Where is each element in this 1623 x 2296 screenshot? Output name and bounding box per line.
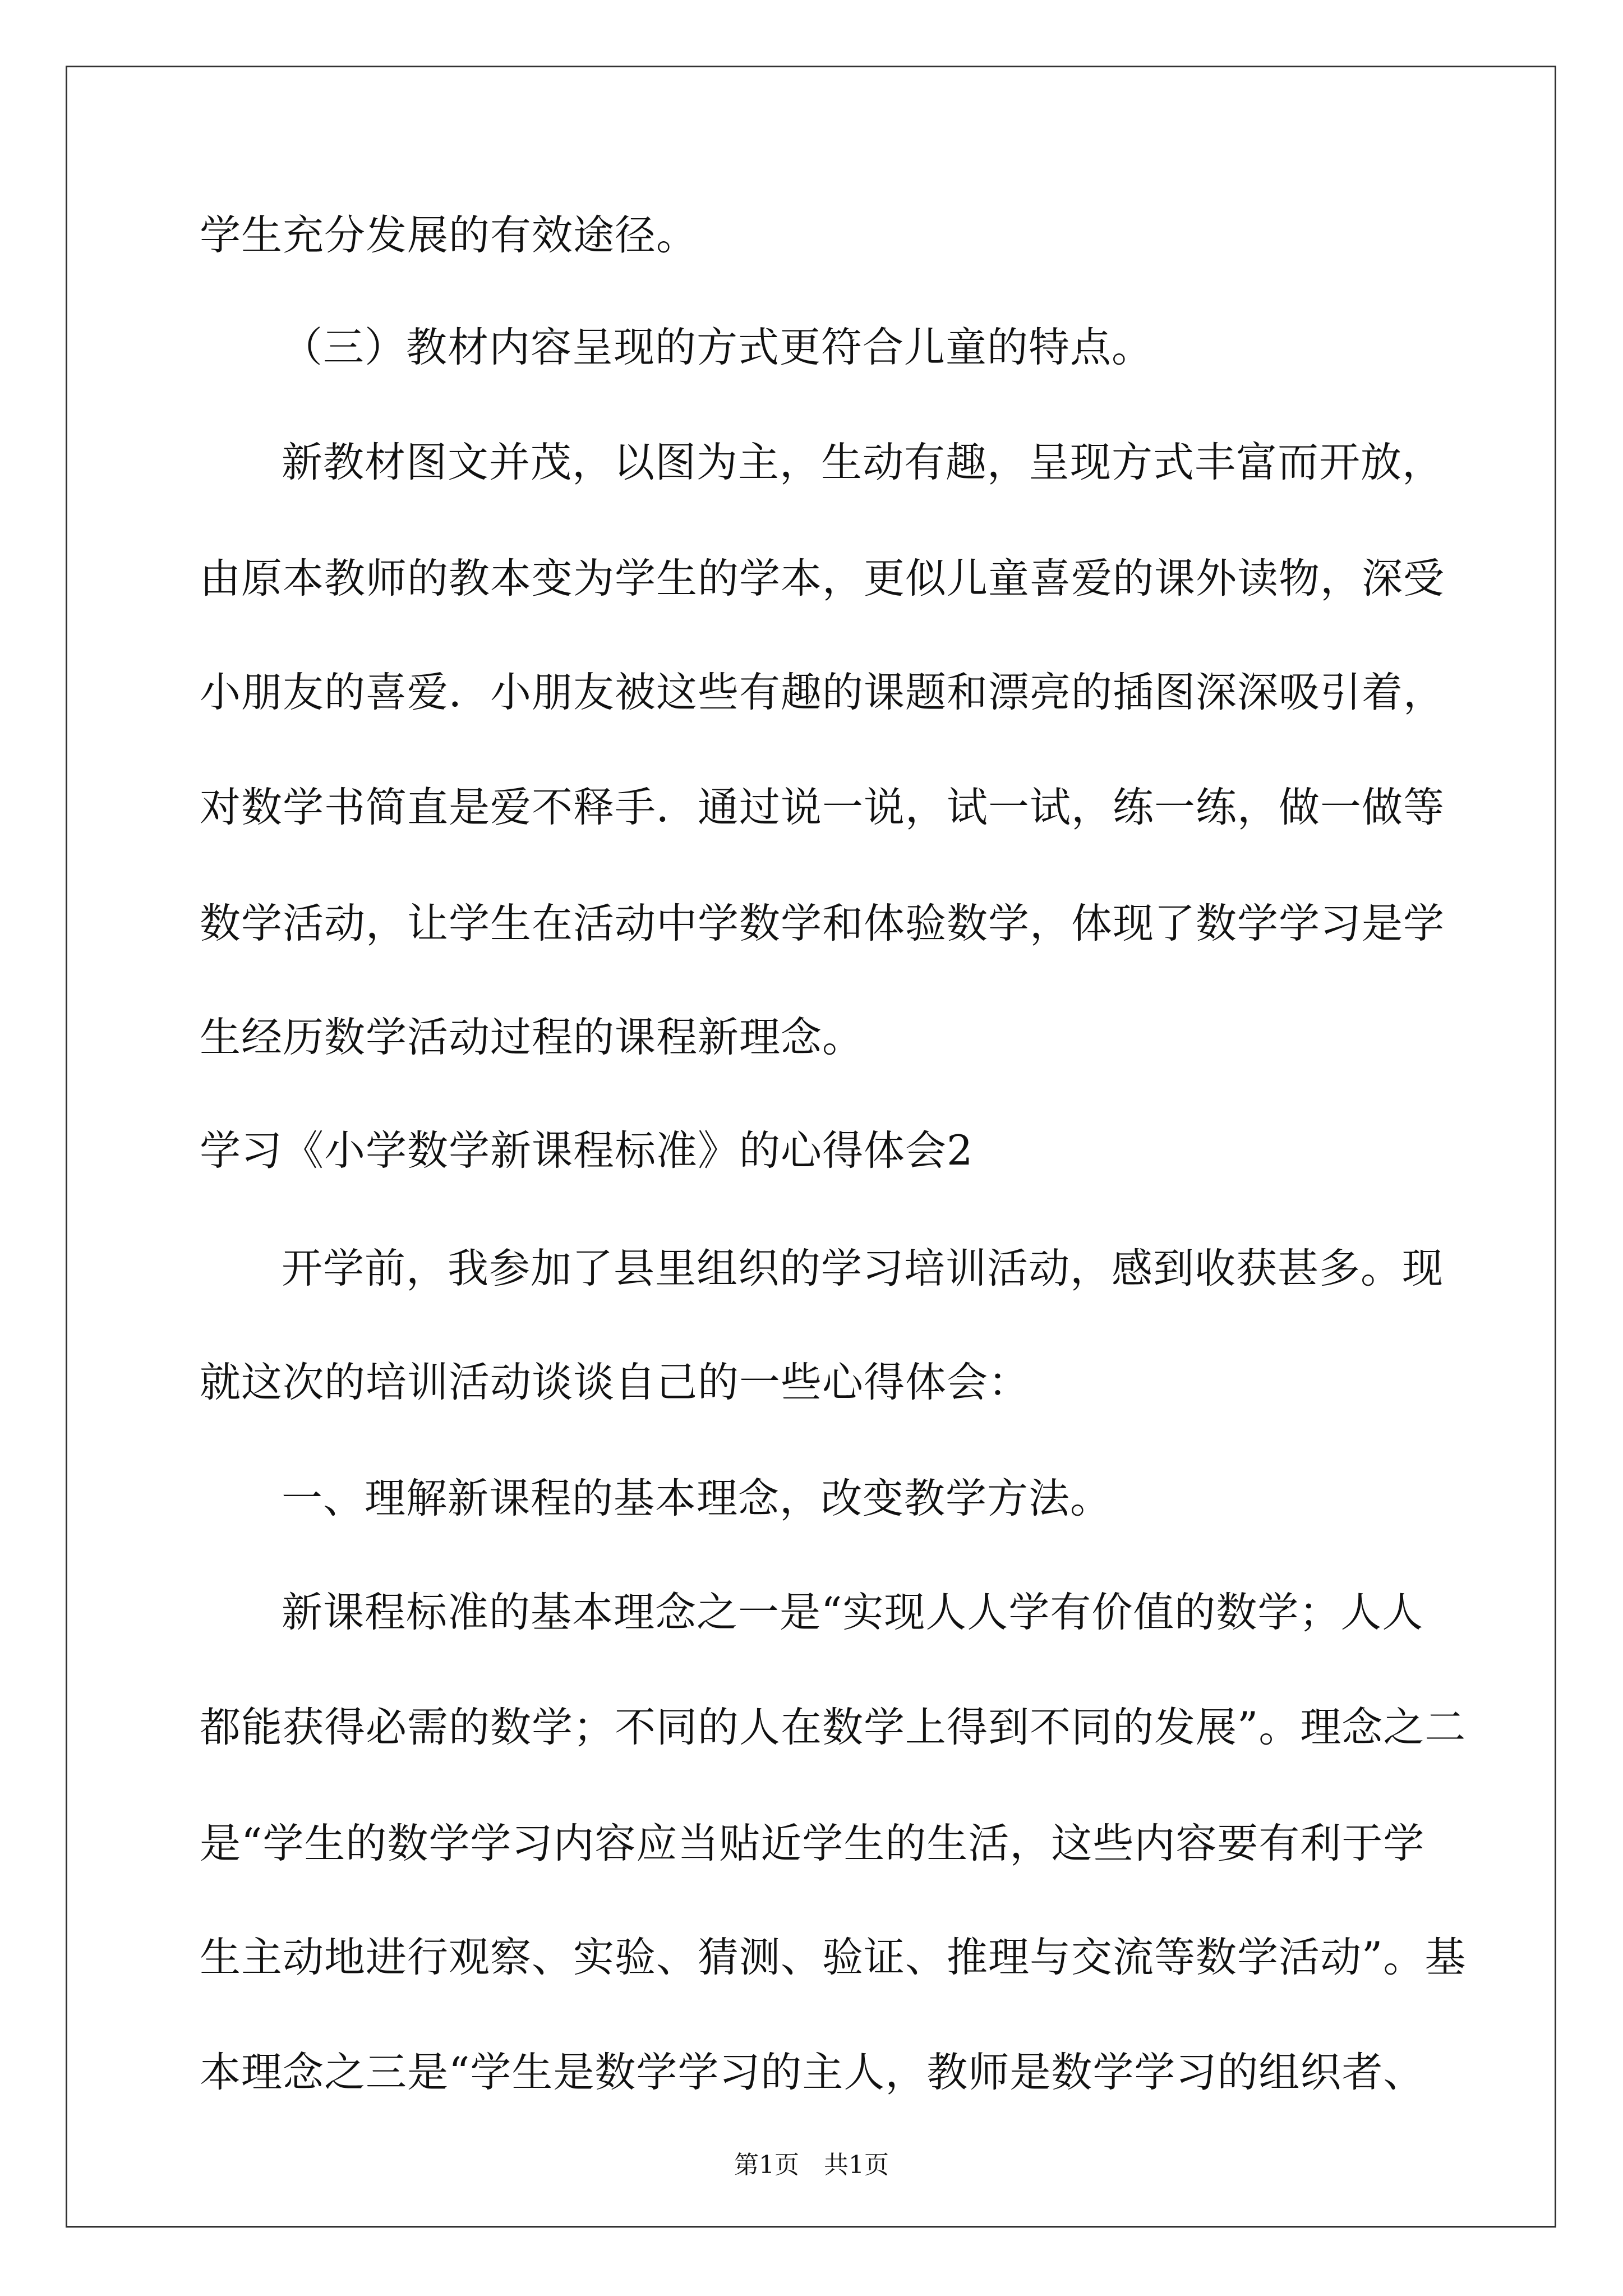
section-heading: 一、理解新课程的基本理念，改变教学方法。 — [282, 1475, 1112, 1522]
paragraph-line: 生经历数学活动过程的课程新理念。 — [200, 1014, 864, 1061]
page-number-footer: 第1页 共1页 — [734, 2151, 889, 2179]
paragraph-line: 新课程标准的基本理念之一是“实现人人学有价值的数学；人人 — [282, 1589, 1424, 1636]
article-title: 学习《小学数学新课程标准》的心得体会2 — [200, 1127, 974, 1175]
paragraph-line: 数学活动，让学生在活动中学数学和体验数学，体现了数学学习是学 — [200, 900, 1445, 947]
paragraph-line: 新教材图文并茂，以图为主，生动有趣，呈现方式丰富而开放， — [282, 439, 1444, 486]
section-heading: （三）教材内容呈现的方式更符合儿童的特点。 — [282, 324, 1153, 371]
paragraph-line: 生主动地进行观察、实验、猜测、验证、推理与交流等数学活动”。基 — [200, 1934, 1467, 1981]
paragraph-line: 就这次的培训活动谈谈自己的一些心得体会： — [200, 1359, 1030, 1406]
paragraph-line: 是“学生的数学学习内容应当贴近学生的生活，这些内容要有利于学 — [200, 1820, 1425, 1867]
paragraph-line: 对数学书简直是爱不释手．通过说一说，试一试，练一练，做一做等 — [200, 784, 1445, 831]
paragraph-line: 开学前，我参加了县里组织的学习培训活动，感到收获甚多。现 — [282, 1245, 1444, 1292]
paragraph-line: 都能获得必需的数学；不同的人在数学上得到不同的发展”。理念之二 — [200, 1704, 1467, 1751]
paragraph-line: 本理念之三是“学生是数学学习的主人，教师是数学学习的组织者、 — [200, 2049, 1425, 2096]
paragraph-line: 小朋友的喜爱．小朋友被这些有趣的课题和漂亮的插图深深吸引着， — [200, 669, 1445, 716]
paragraph-line: 学生充分发展的有效途径。 — [200, 211, 698, 259]
paragraph-line: 由原本教师的教本变为学生的学本，更似儿童喜爱的课外读物，深受 — [200, 555, 1445, 602]
